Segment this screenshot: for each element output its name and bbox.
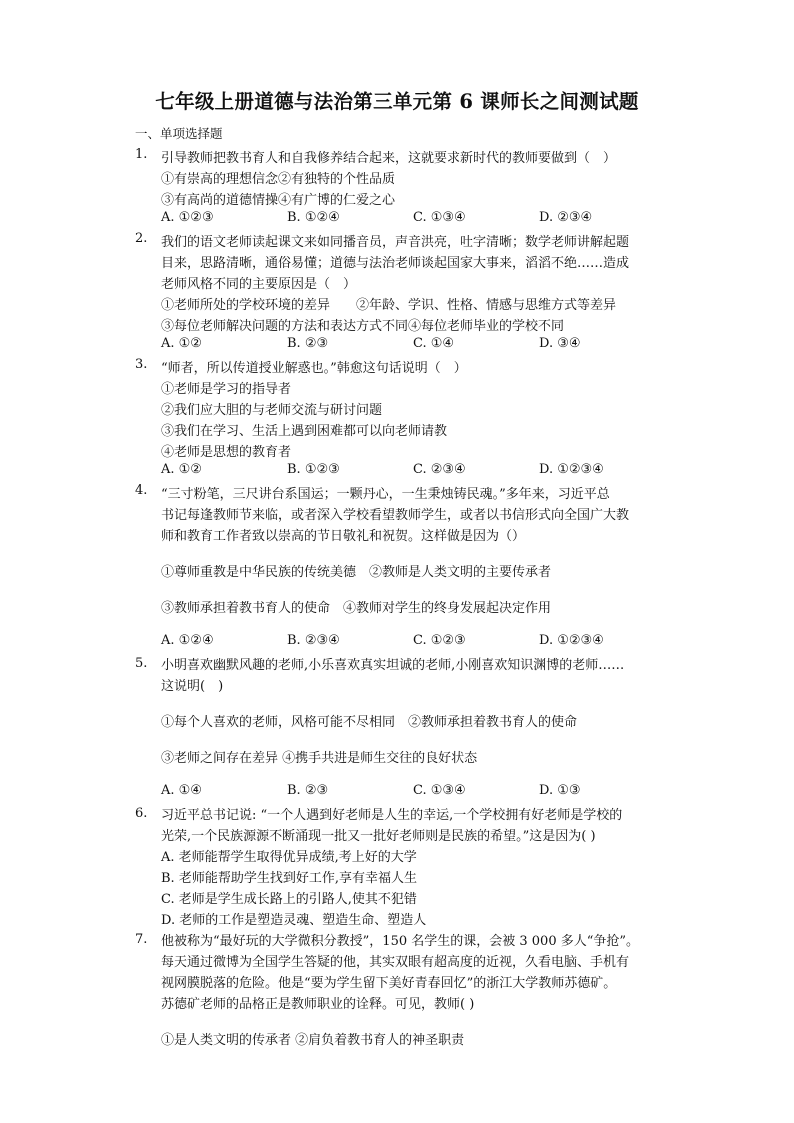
question-number: 6. [135, 806, 148, 821]
option-a: A. ①④ [161, 783, 202, 798]
statement-line: ③老师之间存在差异 ④携手共进是师生交往的良好状态 [161, 751, 478, 766]
option-b: B. ②③ [287, 336, 329, 351]
option-d: D. ③④ [539, 336, 581, 351]
option-c: C. ①③④ [413, 783, 466, 798]
question-number: 2. [135, 231, 148, 246]
statement-line: ④老师是思想的教育者 [161, 445, 292, 460]
question-number: 3. [135, 357, 148, 372]
statement-line: ①是人类文明的传承者 ②肩负着教书育人的神圣职责 [161, 1033, 465, 1048]
statement-line: ①老师是学习的指导者 [161, 382, 292, 397]
question-stem: 习近平总书记说: “一个人遇到好老师是人生的幸运,一个学校拥有好老师是学校的 [161, 808, 623, 823]
option-a: A. ①② [161, 336, 202, 351]
option-a: A. ①②④ [161, 633, 214, 648]
option-d: D. ①②③④ [539, 462, 604, 477]
question-stem: “师者，所以传道授业解惑也。”韩愈这句话说明（ ） [161, 361, 467, 376]
question-number: 4. [135, 483, 148, 498]
page-title: 七年级上册道德与法治第三单元第 6 课师长之间测试题 [155, 90, 639, 113]
question-stem: 书记每逢教师节来临，或者深入学校看望教师学生，或者以书信形式向全国广大教 [161, 508, 630, 523]
question-stem: 他被称为“最好玩的大学微积分教授”，150 名学生的课，会被 3 000 多人“争抢”。 [161, 934, 640, 949]
question-stem: 苏德矿老师的品格正是教师职业的诠释。可见，教师( ) [161, 997, 475, 1012]
statement-line: ②我们应大胆的与老师交流与研讨问题 [161, 403, 383, 418]
option-b: B. ②③ [287, 783, 329, 798]
option-d: D. ①③ [539, 783, 581, 798]
question-stem: “三寸粉笔，三尺讲台系国运；一颗丹心，一生秉烛铸民魂。”多年来，习近平总 [161, 487, 610, 502]
question-stem: 光荣,一个民族源源不断涌现一批又一批好老师则是民族的希望。”这是因为( ) [161, 829, 596, 844]
option-b: B. ①②③ [287, 462, 340, 477]
option-d: D. ②③④ [539, 210, 593, 225]
question-stem: 这说明( ) [161, 679, 224, 694]
option-c: C. 老师是学生成长路上的引路人,使其不犯错 [161, 892, 417, 907]
option-d: D. 老师的工作是塑造灵魂、塑造生命、塑造人 [161, 913, 427, 928]
option-c: C. ①④ [413, 336, 455, 351]
question-stem: 师和教育工作者致以崇高的节日敬礼和祝贺。这样做是因为（） [161, 529, 526, 544]
question-stem: 引导教师把教书育人和自我修养结合起来，这就要求新时代的教师要做到（ ） [161, 151, 617, 166]
option-b: B. ②③④ [287, 633, 340, 648]
option-c: C. ②③④ [413, 462, 466, 477]
section-heading: 一、单项选择题 [135, 126, 223, 141]
question-stem: 老师风格不同的主要原因是（ ） [161, 277, 357, 292]
statement-line: ①每个人喜欢的老师，风格可能不尽相同 ②教师承担着教书育人的使命 [161, 715, 578, 730]
statement-line: ③每位老师解决问题的方法和表达方式不同④每位老师毕业的学校不同 [161, 319, 565, 334]
question-number: 7. [135, 932, 148, 947]
option-a: A. ①②③ [161, 210, 214, 225]
option-a: A. 老师能帮学生取得优异成绩,考上好的大学 [161, 850, 417, 865]
question-stem: 我们的语文老师读起课文来如同播音员，声音洪亮，吐字清晰；数学老师讲解起题 [161, 235, 630, 250]
question-number: 5. [135, 656, 148, 671]
statement-line: ③有高尚的道德情操④有广博的仁爱之心 [161, 193, 396, 208]
question-stem: 每天通过微博为全国学生答疑的他，其实双眼有超高度的近视，久看电脑、手机有 [161, 955, 630, 970]
option-b: B. 老师能帮助学生找到好工作,享有幸福人生 [161, 871, 417, 886]
question-stem: 视网膜脱落的危险。他是“要为学生留下美好青春回忆”的浙江大学教师苏德矿。 [161, 976, 617, 991]
statement-line: ①老师所处的学校环境的差异 ②年龄、学识、性格、情感与思维方式等差异 [161, 298, 617, 313]
statement-line: ①尊师重教是中华民族的传统美德 ②教师是人类文明的主要传承者 [161, 565, 552, 580]
statement-line: ③我们在学习、生活上遇到困难都可以向老师请教 [161, 424, 448, 439]
question-stem: 目来，思路清晰，通俗易懂；道德与法治老师谈起国家大事来，滔滔不绝……造成 [161, 256, 630, 271]
statement-line: ①有崇高的理想信念②有独特的个性品质 [161, 172, 396, 187]
question-stem: 小明喜欢幽默风趣的老师,小乐喜欢真实坦诚的老师,小刚喜欢知识渊博的老师…… [161, 658, 625, 673]
option-b: B. ①②④ [287, 210, 340, 225]
option-a: A. ①② [161, 462, 202, 477]
question-number: 1. [135, 147, 148, 162]
option-c: C. ①③④ [413, 210, 466, 225]
statement-line: ③教师承担着教书育人的使命 ④教师对学生的终身发展起决定作用 [161, 601, 552, 616]
option-c: C. ①②③ [413, 633, 466, 648]
option-d: D. ①②③④ [539, 633, 604, 648]
